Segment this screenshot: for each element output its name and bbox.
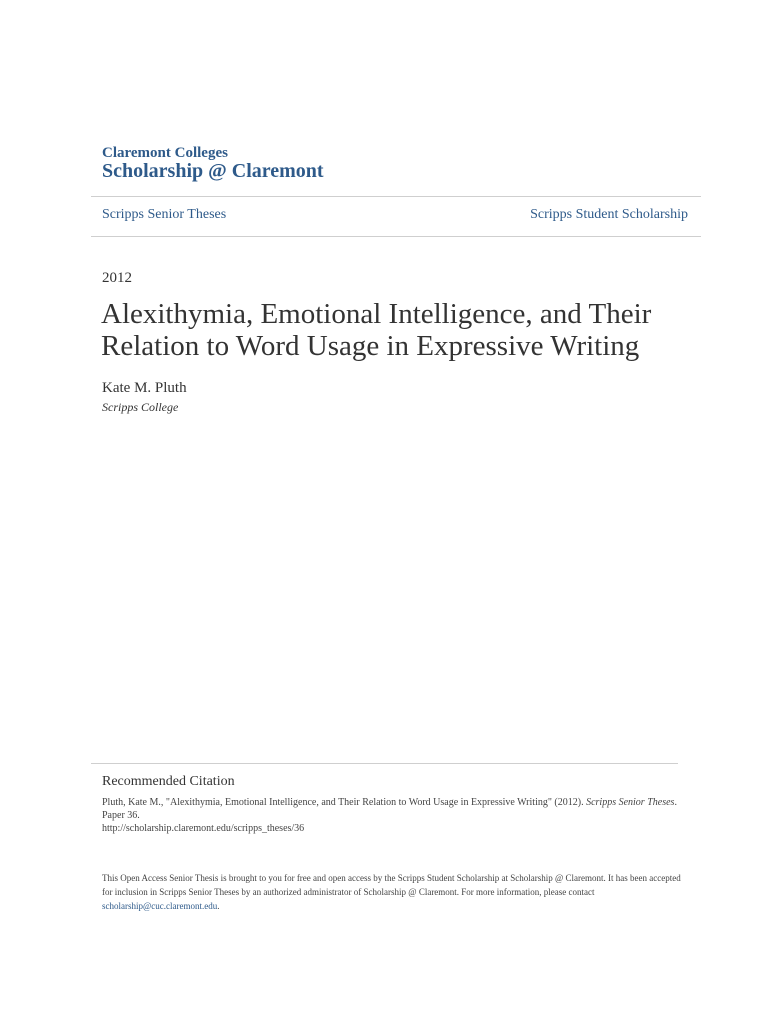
author-name: Kate M. Pluth	[102, 380, 187, 396]
header-divider-bottom	[91, 236, 701, 237]
citation-url[interactable]: http://scholarship.claremont.edu/scripps_theses/36	[102, 823, 305, 834]
author-affiliation: Scripps College	[102, 400, 179, 414]
org-name: Claremont Colleges	[102, 145, 228, 161]
header-divider-top	[91, 196, 701, 197]
publication-year: 2012	[102, 270, 132, 286]
citation-series: Scripps Senior Theses	[586, 797, 675, 808]
citation-paper: . Paper 36.	[102, 797, 677, 821]
citation-text: Pluth, Kate M., "Alexithymia, Emotional Intelligence, and Their Relation to Word Usage in Expressive Writing" (2012).	[102, 797, 587, 808]
contact-email-link[interactable]: scholarship@cuc.claremont.edu	[102, 901, 218, 911]
document-title	[101, 298, 661, 362]
notice-text: This Open Access Senior Thesis is brought to you for free and open access by the Scripps Student Scholarship at Scholarship @ Claremont. It has been accepted for inclusion in Scripps Senior Theses by an authorized administrator of Scholarship @ Claremont. For more information, please contact	[102, 873, 681, 897]
citation-divider	[91, 763, 678, 764]
citation-heading: Recommended Citation	[102, 774, 235, 789]
title-line-2: Relation to Word Usage in Expressive Writing	[101, 330, 640, 362]
title-line-1: Alexithymia, Emotional Intelligence, and Their	[101, 298, 652, 330]
notice-end: .	[217, 901, 220, 911]
citation-body	[102, 796, 682, 835]
site-title[interactable]: Scholarship @ Claremont	[102, 160, 324, 182]
nav-link-scripps-senior-theses[interactable]: Scripps Senior Theses	[102, 207, 227, 222]
open-access-notice	[102, 871, 682, 913]
nav-link-scripps-student-scholarship[interactable]: Scripps Student Scholarship	[530, 207, 688, 222]
